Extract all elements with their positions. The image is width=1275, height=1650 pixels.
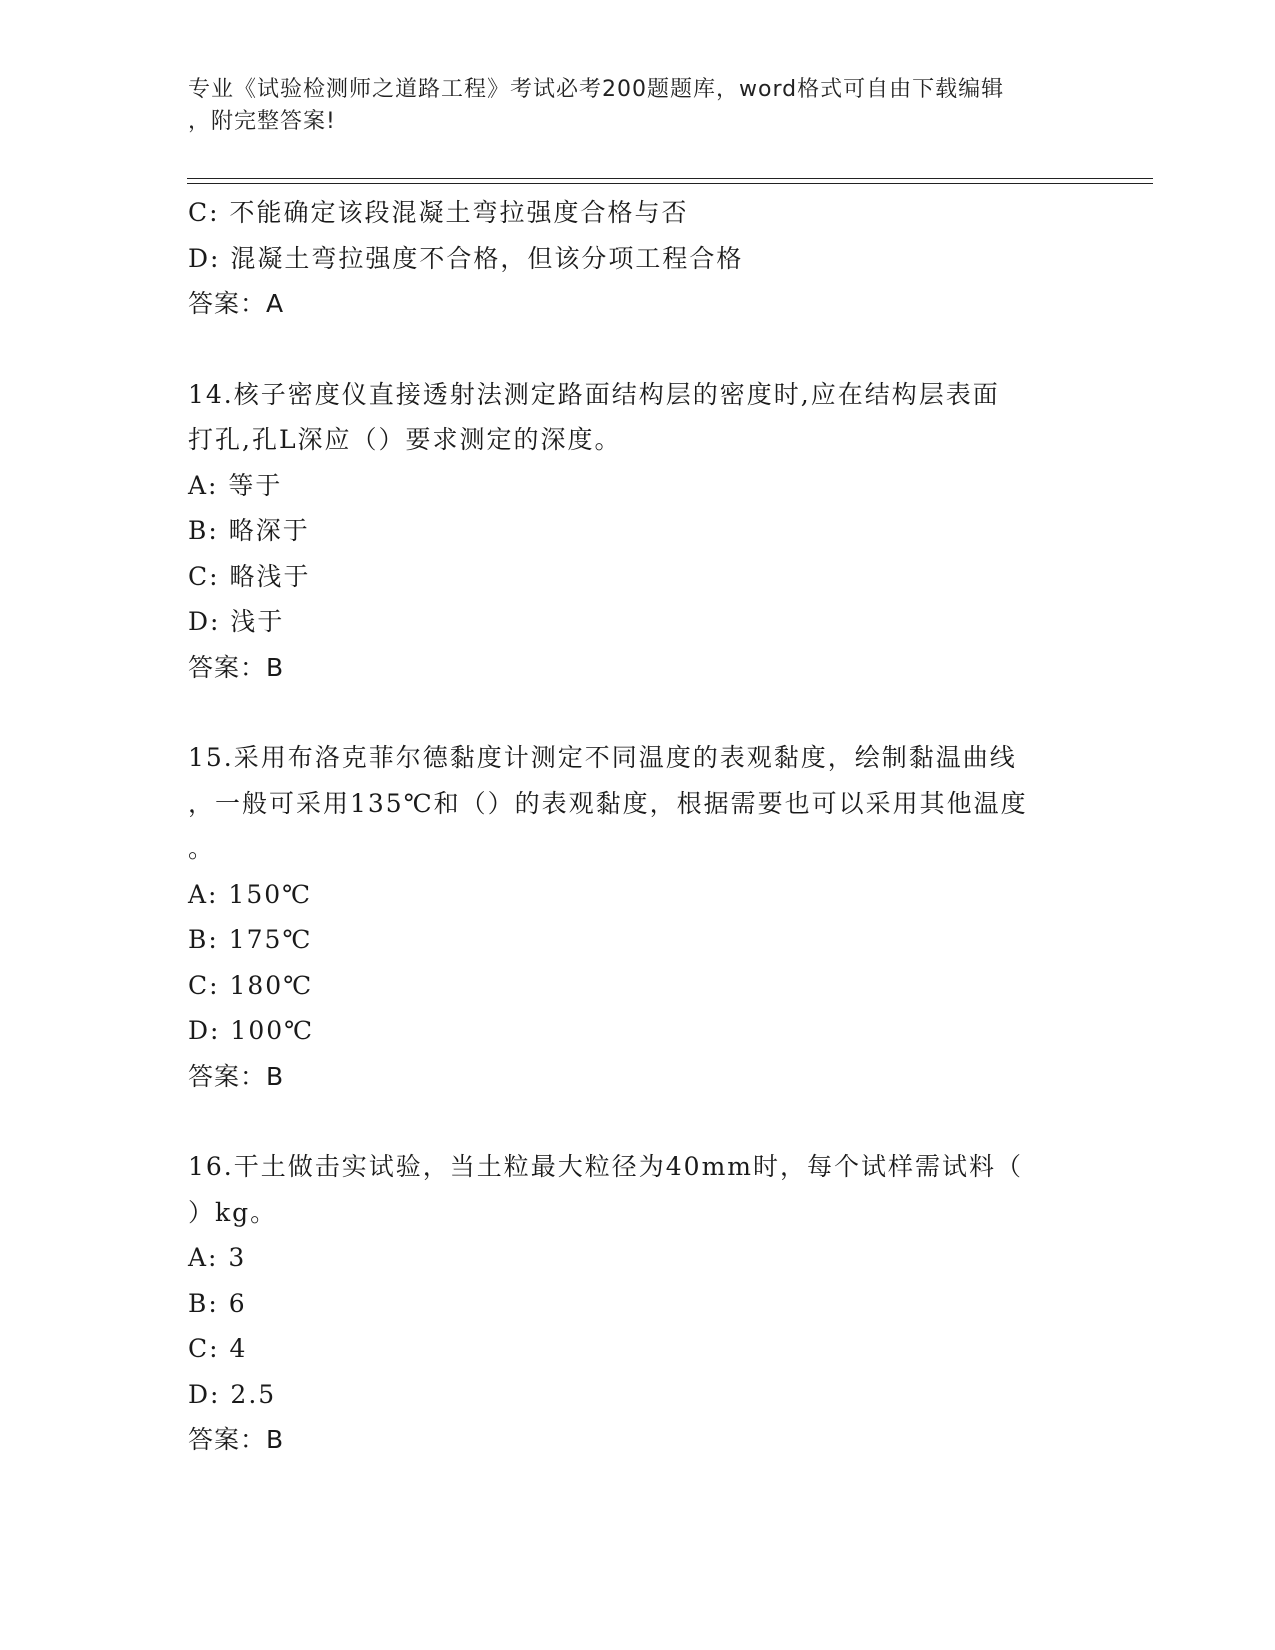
q13-option-c: C: 不能确定该段混凝土弯拉强度合格与否: [188, 198, 689, 227]
q15-answer: 答案：B: [188, 1061, 285, 1091]
q14-option-a: A: 等于: [188, 470, 283, 500]
q14-stem-line-2: 打孔,孔L深应（）要求测定的深度。: [188, 425, 622, 454]
q16-stem-line-2: ）kg。: [188, 1197, 278, 1227]
header-divider-bottom: [187, 183, 1153, 184]
q14-answer: 答案：B: [188, 652, 285, 682]
q15-stem-line-3: 。: [188, 834, 216, 863]
q15-stem-line-1: 15.采用布洛克菲尔德黏度计测定不同温度的表观黏度，绘制黏温曲线: [188, 743, 1017, 772]
q15-option-b: B: 175℃: [188, 925, 313, 954]
q15-option-d: D: 100℃: [188, 1016, 315, 1045]
q14-option-b: B: 略深于: [188, 516, 310, 545]
question-13-tail: [188, 190, 1088, 327]
q16-option-a: A: 3: [188, 1243, 247, 1272]
question-16: [188, 1144, 1088, 1463]
header-divider-top: [187, 178, 1153, 179]
header-line-1: 专业《试验检测师之道路工程》考试必考200题题库，word格式可自由下载编辑: [188, 77, 1005, 102]
spacer: [188, 1099, 1088, 1144]
spacer: [188, 690, 1088, 735]
document-header: [188, 74, 1068, 138]
q16-answer: 答案：B: [188, 1425, 285, 1454]
q13-answer: 答案：A: [188, 289, 285, 318]
q15-option-c: C: 180℃: [188, 970, 314, 1000]
q14-option-c: C: 略浅于: [188, 561, 311, 591]
q15-option-a: A: 150℃: [188, 879, 313, 909]
q16-stem-line-1: 16.干土做击实试验，当土粒最大粒径为40mm时，每个试样需试料（: [188, 1152, 1023, 1181]
q16-option-c: C: 4: [188, 1334, 248, 1363]
question-content: [188, 190, 1088, 1463]
question-15: [188, 735, 1088, 1099]
q16-option-b: B: 6: [188, 1288, 247, 1318]
spacer: [188, 327, 1088, 372]
header-line-2: ，附完整答案!: [188, 109, 336, 134]
q14-stem-line-1: 14.核子密度仪直接透射法测定路面结构层的密度时,应在结构层表面: [188, 379, 1000, 409]
q13-option-d: D: 混凝土弯拉强度不合格，但该分项工程合格: [188, 243, 744, 273]
q15-stem-line-2: ，一般可采用135℃和（）的表观黏度，根据需要也可以采用其他温度: [188, 788, 1028, 818]
q16-option-d: D: 2.5: [188, 1379, 277, 1409]
question-14: [188, 372, 1088, 691]
q14-option-d: D: 浅于: [188, 607, 285, 636]
